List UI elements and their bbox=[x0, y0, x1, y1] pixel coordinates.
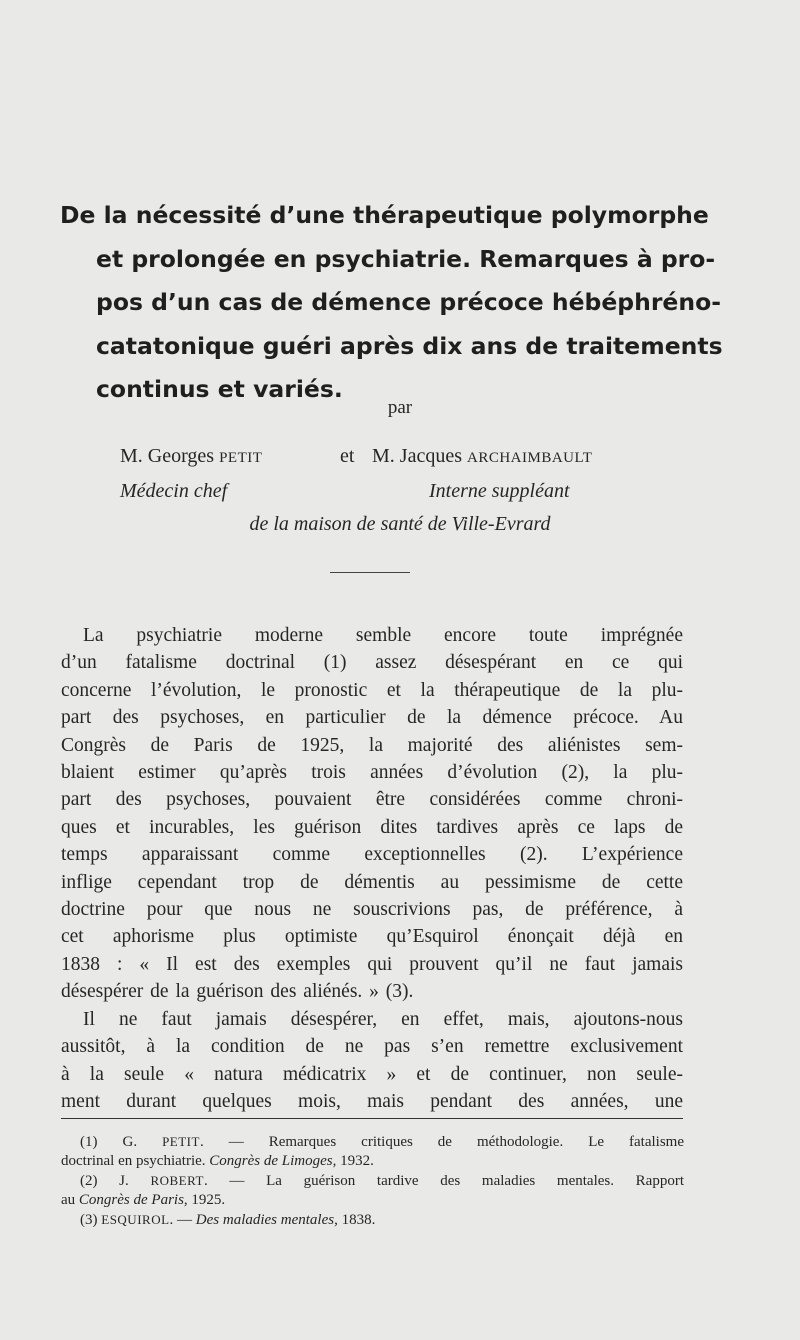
footnote-3-year: , 1838. bbox=[334, 1212, 376, 1228]
footnote-2 bbox=[80, 1171, 684, 1191]
footnote-1-text: doctrinal en psychiatrie. bbox=[61, 1153, 210, 1169]
footnote-1-text: . — Remarques critiques de méthodologie. Le fatalisme bbox=[199, 1134, 684, 1150]
title-line: continus et variés. bbox=[96, 375, 343, 403]
article-title bbox=[60, 194, 723, 412]
body-line: d’un fatalisme doctrinal (1) assez désespérant en ce qui bbox=[61, 652, 683, 674]
footnote-1-author: PETIT bbox=[162, 1134, 200, 1149]
body-line: concerne l’évolution, le pronostic et la thérapeutique de la plu- bbox=[61, 679, 683, 701]
author-2 bbox=[372, 445, 592, 468]
authors-line bbox=[120, 445, 720, 485]
footnote-rule bbox=[61, 1118, 683, 1119]
body-line: La psychiatrie moderne semble encore toute imprégnée bbox=[83, 625, 683, 646]
footnote-1-year: , 1932. bbox=[332, 1153, 374, 1169]
body-line: doctrine pour que nous ne souscrivions pas, de préférence, à bbox=[61, 899, 683, 921]
title-line: pos d’un cas de démence précoce hébéphréno- bbox=[96, 288, 721, 316]
author-2-given-name: M. Jacques bbox=[372, 445, 467, 467]
footnote-2-venue: Congrès de Paris bbox=[78, 1192, 184, 1208]
footnotes bbox=[61, 1132, 685, 1230]
body-line: part des psychoses, en particulier de la démence précoce. Au bbox=[61, 707, 683, 729]
footnote-3-marker: (3) bbox=[80, 1212, 102, 1228]
body-line: part des psychoses, pouvaient être considérées comme chroni- bbox=[61, 789, 683, 811]
byline-and: et bbox=[340, 445, 355, 467]
body-line: ment durant quelques mois, mais pendant des années, une bbox=[61, 1090, 683, 1112]
institution: de la maison de santé de Ville-Evrard bbox=[249, 513, 551, 535]
footnote-2-year: , 1925. bbox=[183, 1192, 226, 1208]
author-1-surname: PETIT bbox=[219, 450, 263, 466]
footnote-3 bbox=[80, 1210, 684, 1230]
footnote-2-text: au bbox=[61, 1192, 79, 1208]
byline-par: par bbox=[387, 397, 413, 418]
author-1 bbox=[120, 445, 262, 468]
body-line: Congrès de Paris de 1925, la majorité des aliénistes sem- bbox=[61, 734, 683, 756]
footnote-3-author: ESQUIROL bbox=[101, 1212, 170, 1227]
author-1-role: Médecin chef bbox=[120, 480, 228, 502]
roles-line bbox=[120, 480, 720, 510]
footnote-3-work: Des maladies mentales bbox=[195, 1212, 335, 1228]
title-line: catatonique guéri après dix ans de traitements bbox=[96, 331, 723, 360]
body-line: 1838 : « Il est des exemples qui prouvent qu’il ne faut jamais bbox=[61, 953, 683, 975]
body-line: désespérer de la guérison des aliénés. » (3). bbox=[61, 981, 414, 1003]
body-line: aussitôt, à la condition de ne pas s’en remettre exclusivement bbox=[61, 1036, 683, 1058]
footnote-1-venue: Congrès de Limoges bbox=[209, 1153, 333, 1169]
title-line: et prolongée en psychiatrie. Remarques à pro- bbox=[96, 244, 716, 273]
body-line: inflige cependant trop de démentis au pessimisme de cette bbox=[61, 871, 683, 893]
author-1-given-name: M. Georges bbox=[120, 445, 220, 467]
footnote-1-marker: (1) G. bbox=[80, 1134, 163, 1150]
footnote-3-text: . — bbox=[169, 1212, 196, 1228]
body-line: ques et incurables, les guérison dites tardives après ce laps de bbox=[61, 816, 683, 838]
section-separator bbox=[330, 572, 410, 573]
footnote-2-marker: (2) J. bbox=[80, 1173, 151, 1189]
title-line: De la nécessité d’une thérapeutique polymorphe bbox=[60, 201, 709, 229]
footnote-1-cont bbox=[61, 1152, 684, 1171]
body-line: Il ne faut jamais désespérer, en effet, mais, ajoutons-nous bbox=[83, 1008, 683, 1030]
footnote-2-text: . — La guérison tardive des maladies mentales. Rapport bbox=[203, 1173, 685, 1189]
body-line: à la seule « natura médicatrix » et de continuer, non seule- bbox=[61, 1063, 683, 1085]
body-line: temps apparaissant comme exceptionnelles (2). L’expérience bbox=[61, 844, 683, 866]
author-2-role: Interne suppléant bbox=[429, 480, 570, 502]
body-line: cet aphorisme plus optimiste qu’Esquirol énonçait déjà en bbox=[61, 926, 683, 948]
author-2-surname: ARCHAIMBAULT bbox=[466, 450, 593, 466]
footnote-2-cont bbox=[61, 1191, 684, 1210]
body-text bbox=[61, 622, 683, 1115]
footnote-1 bbox=[80, 1132, 684, 1152]
footnote-2-author: ROBERT bbox=[150, 1173, 204, 1188]
body-line: blaient estimer qu’après trois années d’évolution (2), la plu- bbox=[61, 762, 683, 784]
